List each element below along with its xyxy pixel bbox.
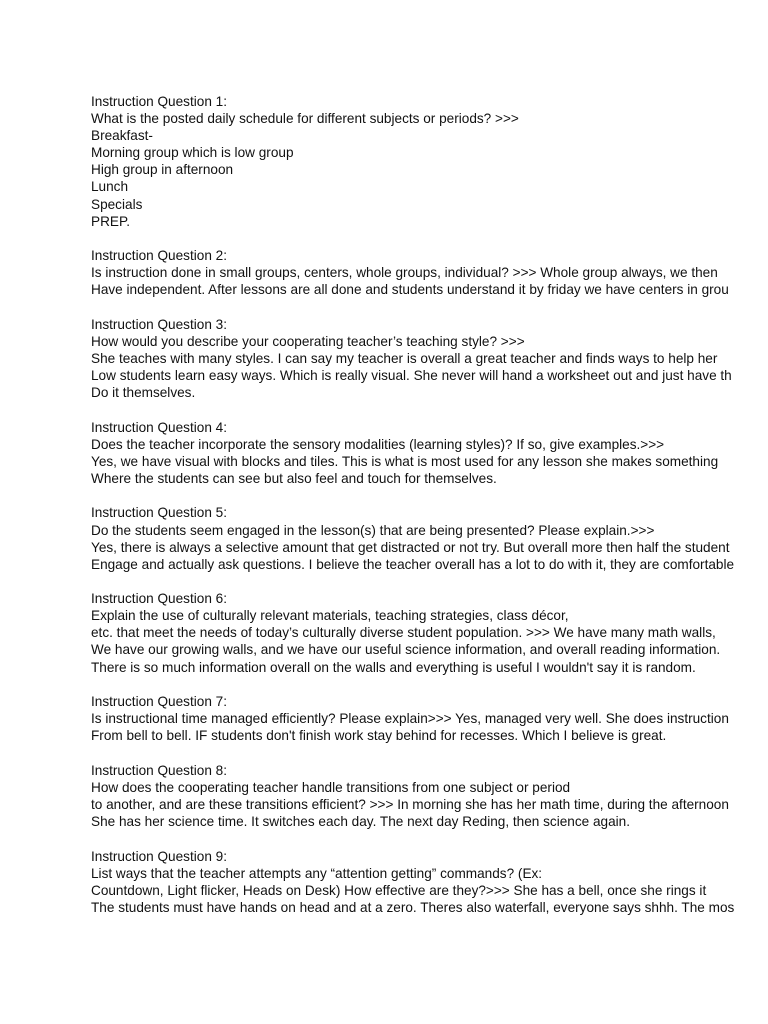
question-heading: Instruction Question 4: (91, 419, 228, 435)
text-line: Does the teacher incorporate the sensory modalities (learning styles)? If so, give examples.>>> (91, 436, 665, 452)
text-line: Morning group which is low group (91, 145, 294, 161)
text-line: to another, and are these transitions efficient? >>> In morning she has her math time, during the afternoon (91, 796, 729, 812)
text-line: The students must have hands on head and at a zero. Theres also waterfall, everyone says shhh. The mos (91, 899, 735, 915)
text-line: High group in afternoon (91, 162, 234, 178)
instruction-question-section (91, 93, 768, 230)
instruction-question-section (91, 762, 768, 830)
text-line: Specials (91, 196, 143, 212)
text-line: PREP. (91, 213, 131, 229)
text-line: From bell to bell. IF students don't finish work stay behind for recesses. Which I believe is great. (91, 728, 667, 744)
text-line: Lunch (91, 179, 129, 195)
text-line: etc. that meet the needs of today’s culturally diverse student population. >>> We have many math walls, (91, 625, 716, 641)
text-line: How would you describe your cooperating teacher’s teaching style? >>> (91, 333, 525, 349)
instruction-question-section (91, 693, 768, 744)
question-heading: Instruction Question 1: (91, 94, 228, 109)
text-line: Is instruction done in small groups, centers, whole groups, individual? >>> Whole group always, we then (91, 265, 718, 281)
text-line: Breakfast- (91, 128, 153, 144)
question-heading: Instruction Question 3: (91, 316, 228, 332)
question-heading: Instruction Question 8: (91, 762, 228, 778)
text-line: Low students learn easy ways. Which is really visual. She never will hand a worksheet out and just have th (91, 368, 732, 384)
text-line: Yes, there is always a selective amount that get distracted or not try. But overall more then half the student (91, 539, 730, 555)
question-heading: Instruction Question 6: (91, 591, 228, 607)
text-line: We have our growing walls, and we have our useful science information, and overall reading information. (91, 642, 721, 658)
document-body (91, 93, 768, 933)
question-heading: Instruction Question 9: (91, 848, 228, 864)
question-heading: Instruction Question 5: (91, 505, 228, 521)
text-line: List ways that the teacher attempts any “attention getting” commands? (Ex: (91, 865, 543, 881)
instruction-question-section (91, 848, 768, 916)
text-line: There is so much information overall on the walls and everything is useful I wouldn't say it is random. (91, 659, 696, 675)
text-line: What is the posted daily schedule for different subjects or periods? >>> (91, 111, 519, 127)
question-heading: Instruction Question 2: (91, 248, 228, 264)
text-line: She has her science time. It switches each day. The next day Reding, then science again. (91, 814, 631, 830)
instruction-question-section (91, 419, 768, 487)
text-line: How does the cooperating teacher handle transitions from one subject or period (91, 779, 571, 795)
text-line: She teaches with many styles. I can say my teacher is overall a great teacher and finds ways to help her (91, 351, 718, 366)
text-line: Engage and actually ask questions. I believe the teacher overall has a lot to do with it, they are comfortable (91, 556, 735, 572)
text-line: Countdown, Light flicker, Heads on Desk) How effective are they?>>> She has a bell, once she rings it (91, 882, 707, 898)
text-line: Do it themselves. (91, 385, 196, 401)
instruction-question-section (91, 316, 768, 401)
text-line: Is instructional time managed efficiently? Please explain>>> Yes, managed very well. She does instruction (91, 711, 729, 727)
text-line: Where the students can see but also feel and touch for themselves. (91, 470, 497, 486)
text-line: Yes, we have visual with blocks and tiles. This is what is most used for any lesson she makes something (91, 453, 719, 469)
text-line: Do the students seem engaged in the lesson(s) that are being presented? Please explain.>>> (91, 522, 655, 538)
instruction-question-section (91, 504, 768, 572)
instruction-question-section (91, 590, 768, 675)
instruction-question-section (91, 247, 768, 298)
text-line: Have independent. After lessons are all done and students understand it by friday we have centers in grou (91, 282, 729, 298)
question-heading: Instruction Question 7: (91, 694, 228, 710)
text-line: Explain the use of culturally relevant materials, teaching strategies, class décor, (91, 608, 569, 624)
